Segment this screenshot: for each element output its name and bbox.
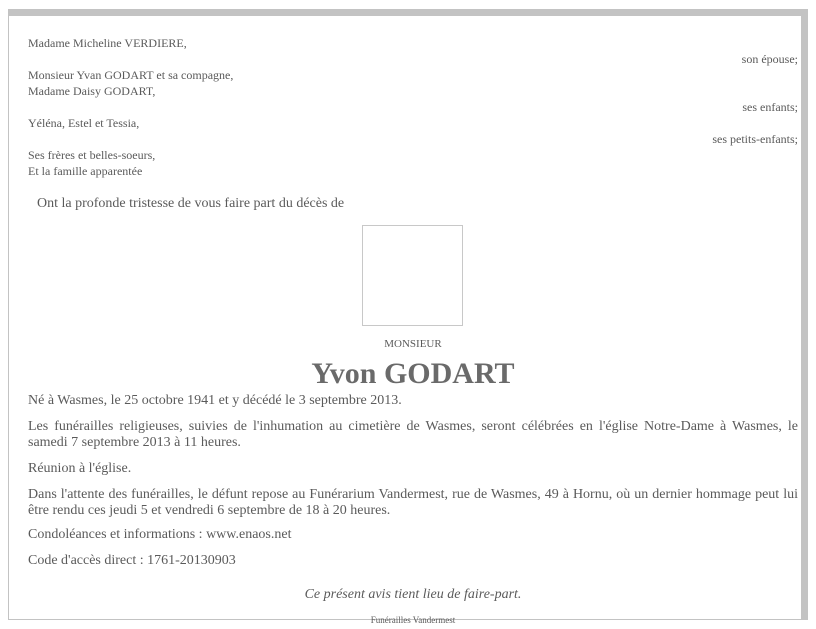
death-notice-card	[8, 9, 808, 625]
siblings-line-2: Et la famille apparentée	[28, 164, 143, 178]
funeral-text: Les funérailles religieuses, suivies de l'inhumation au cimetière de Wasmes, seront célébrées en l'église Notre-Dame à Wasmes, le samedi 7 septembre 2013 à 11 heures.	[28, 419, 798, 450]
grandchildren-role: ses petits-enfants;	[712, 132, 798, 146]
funeral-home-signature: Funérailles Vandermest	[370, 615, 456, 625]
siblings-line-1: Ses frères et belles-soeurs,	[28, 148, 156, 162]
condolences-text: Condoléances et informations : www.enaos.net	[28, 527, 292, 542]
birth-death-text: Né à Wasmes, le 25 octobre 1941 et y décédé le 3 septembre 2013.	[28, 393, 402, 408]
grandchildren-names: Yéléna, Estel et Tessia,	[28, 116, 140, 130]
deceased-name: Yvon GODART	[311, 357, 515, 390]
viewing-text: Dans l'attente des funérailles, le défunt repose au Funérarium Vandermest, rue de Wasmes, 49 à Hornu, où un dernier hommage peut lui être rendu ces jeudi 5 et vendredi 6 septembre de 18 à 20 heures.	[28, 487, 798, 518]
spouse-name: Madame Micheline VERDIERE,	[28, 36, 187, 50]
children-line-2: Madame Daisy GODART,	[28, 84, 156, 98]
announcement-intro: Ont la profonde tristesse de vous faire part du décès de	[37, 196, 345, 211]
deceased-title: MONSIEUR	[384, 338, 442, 350]
portrait-photo-placeholder	[362, 225, 463, 326]
children-line-1: Monsieur Yvan GODART et sa compagne,	[28, 68, 234, 82]
spouse-role: son épouse;	[741, 52, 798, 66]
notice-statement: Ce présent avis tient lieu de faire-part.	[304, 587, 522, 602]
access-code-text: Code d'accès direct : 1761-20130903	[28, 553, 236, 568]
reunion-text: Réunion à l'église.	[28, 461, 132, 476]
children-role: ses enfants;	[742, 100, 798, 114]
